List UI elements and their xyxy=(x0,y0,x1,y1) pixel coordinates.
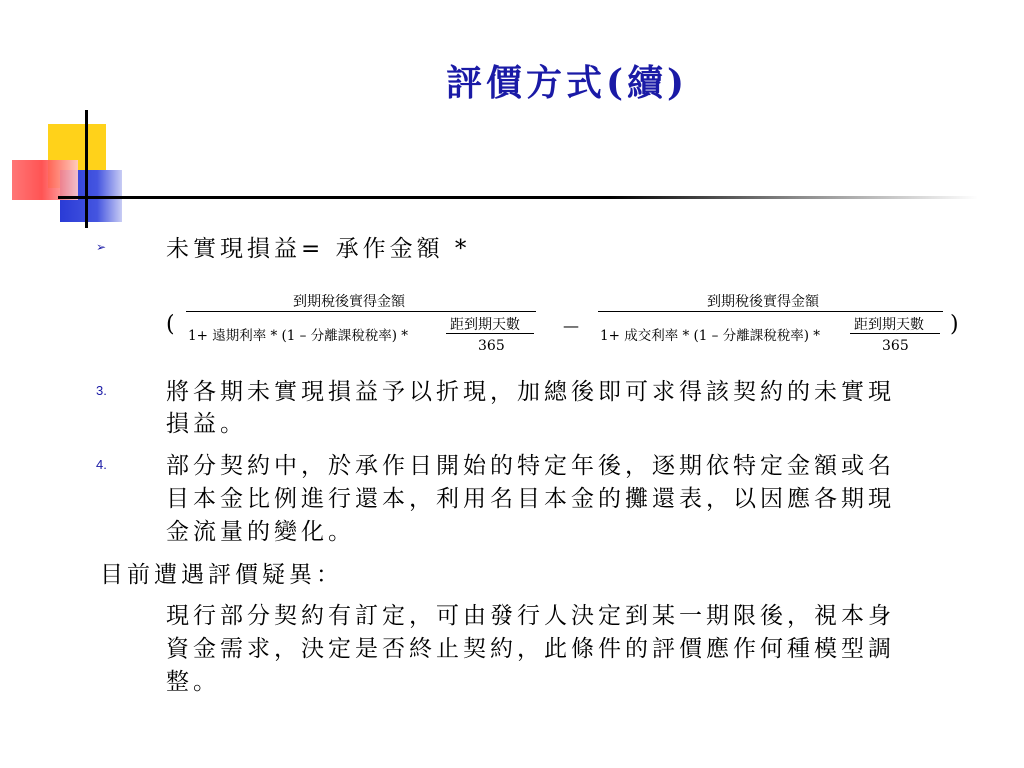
decor-red-square xyxy=(12,160,78,200)
item3-line1: 將各期未實現損益予以折現，加總後即可求得該契約的未實現 xyxy=(166,379,895,405)
section-heading: 目前遭遇評價疑異： xyxy=(100,562,343,588)
title-divider-line xyxy=(58,196,978,199)
right-fraction-bar xyxy=(598,311,943,312)
right-days-bar xyxy=(850,333,940,334)
right-numerator: 到期稅後實得金額 xyxy=(707,294,819,310)
section-line2: 資金需求，決定是否終止契約，此條件的評價應作何種模型調 xyxy=(166,636,895,662)
formula-close-paren: ) xyxy=(950,312,959,337)
item4-line2: 目本金比例進行還本，利用名目本金的攤還表，以因應各期現 xyxy=(166,486,895,512)
left-fraction-bar xyxy=(186,311,536,312)
bullet-arrow-icon: ➢ xyxy=(96,240,107,254)
left-denominator-prefix: 1+ 遠期利率 * (1 – 分離課稅稅率) * xyxy=(188,328,409,344)
list-number-4: 4. xyxy=(96,457,107,472)
left-days-denominator: 365 xyxy=(478,338,505,354)
decor-vertical-line xyxy=(85,110,88,228)
bullet-unrealized-pl: 未實現損益= 承作金額 * xyxy=(166,236,471,262)
section-line1: 現行部分契約有訂定，可由發行人決定到某一期限後，視本身 xyxy=(166,603,895,629)
left-numerator: 到期稅後實得金額 xyxy=(293,294,405,310)
left-days-bar xyxy=(446,333,534,334)
right-days-numerator: 距到期天數 xyxy=(854,317,924,333)
formula-open-paren: ( xyxy=(166,312,175,337)
right-days-denominator: 365 xyxy=(882,338,909,354)
list-number-3: 3. xyxy=(96,383,107,398)
formula-minus: — xyxy=(563,316,579,335)
item3-line2: 損益。 xyxy=(166,411,247,437)
left-days-numerator: 距到期天數 xyxy=(450,317,520,333)
item4-line1: 部分契約中，於承作日開始的特定年後，逐期依特定金額或名 xyxy=(166,453,895,479)
item4-line3: 金流量的變化。 xyxy=(166,519,355,545)
slide-title: 評價方式(續) xyxy=(445,62,689,104)
right-denominator-prefix: 1+ 成交利率 * (1 – 分離課稅稅率) * xyxy=(600,328,821,344)
section-line3: 整。 xyxy=(166,669,220,695)
